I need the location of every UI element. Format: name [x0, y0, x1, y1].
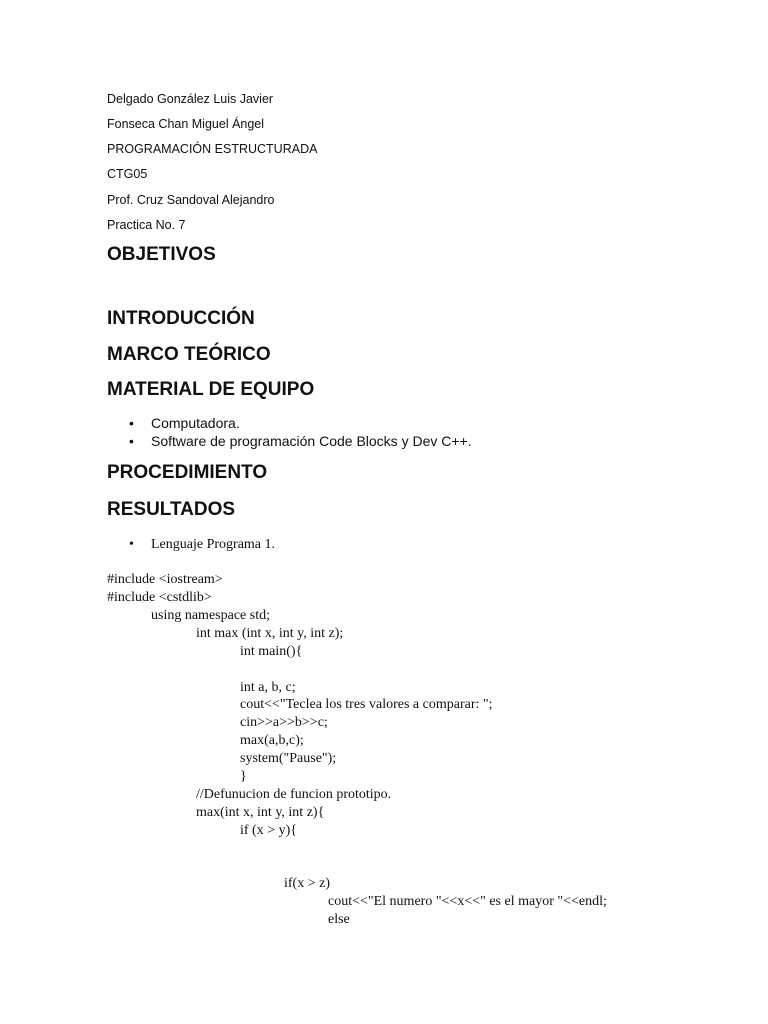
bullet-icon: •	[129, 537, 134, 552]
author-2: Fonseca Chan Miguel Ángel	[107, 117, 265, 131]
heading-resultados: RESULTADOS	[107, 499, 236, 520]
list-item	[129, 432, 472, 450]
code-line: cout<<"Teclea los tres valores a comparar: ";	[240, 697, 493, 712]
code-line: int a, b, c;	[240, 680, 296, 695]
list-item	[129, 536, 275, 554]
practice-number: Practica No. 7	[107, 218, 186, 232]
material-item-software: Software de programación Code Blocks y Dev C++.	[151, 433, 472, 449]
code-line: max(a,b,c);	[240, 733, 304, 748]
code-line: using namespace std;	[151, 608, 270, 623]
bullet-icon: •	[129, 415, 134, 431]
code-line: int max (int x, int y, int z);	[196, 626, 344, 641]
material-item-computadora: Computadora.	[151, 415, 240, 431]
code-line: cin>>a>>b>>c;	[240, 715, 328, 730]
heading-objetivos: OBJETIVOS	[107, 244, 216, 265]
list-item	[129, 414, 240, 432]
code-line: else	[328, 912, 350, 927]
code-line: if (x > y){	[240, 823, 297, 838]
code-line: }	[240, 769, 247, 784]
bullet-icon: •	[129, 433, 134, 449]
code-line: max(int x, int y, int z){	[196, 805, 325, 820]
heading-procedimiento: PROCEDIMIENTO	[107, 462, 268, 483]
resultados-item-programa-1: Lenguaje Programa 1.	[151, 537, 276, 552]
group-code: CTG05	[107, 167, 148, 181]
author-1: Delgado González Luis Javier	[107, 92, 274, 106]
heading-introduccion: INTRODUCCIÓN	[107, 308, 255, 329]
code-line: if(x > z)	[284, 876, 330, 891]
code-line: #include <cstdlib>	[107, 590, 212, 605]
heading-marco-teorico: MARCO TEÓRICO	[107, 344, 271, 365]
code-line: cout<<"El numero "<<x<<" es el mayor "<<endl;	[328, 894, 607, 909]
code-line: #include <iostream>	[107, 572, 223, 587]
course-name: PROGRAMACIÓN ESTRUCTURADA	[107, 142, 318, 156]
code-line: //Defunucion de funcion prototipo.	[196, 787, 392, 802]
code-line: int main(){	[240, 644, 303, 659]
heading-material: MATERIAL DE EQUIPO	[107, 379, 315, 400]
code-line: system("Pause");	[240, 751, 337, 766]
professor-name: Prof. Cruz Sandoval Alejandro	[107, 193, 275, 207]
